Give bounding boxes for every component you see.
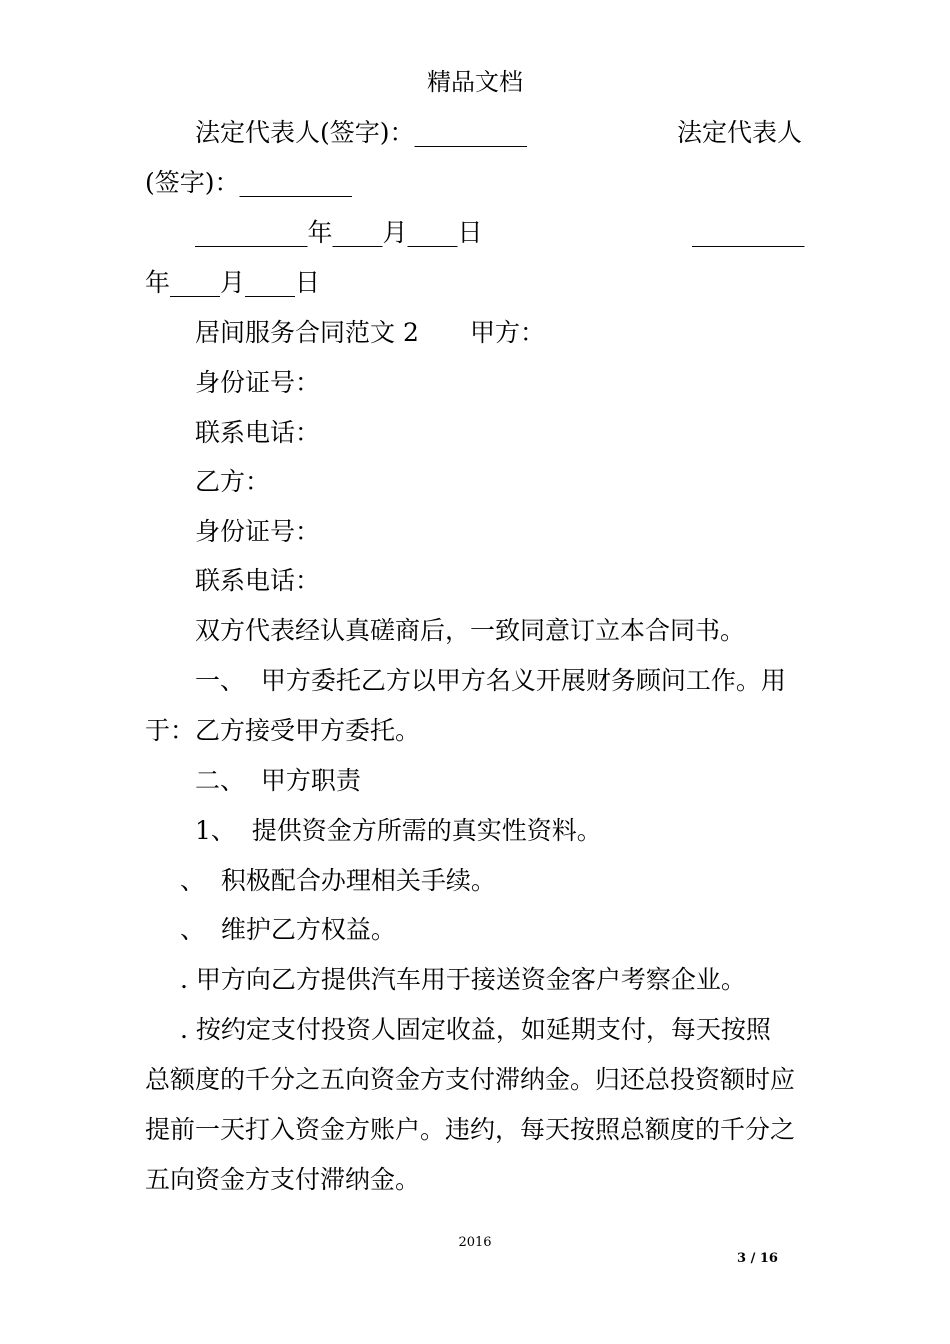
page-number: 3 / 16: [737, 1251, 778, 1266]
text-line: _________年____月____日: [195, 218, 483, 247]
text-line: . 甲方向乙方提供汽车用于接送资金客户考察企业。: [180, 965, 746, 994]
text-line: 、 积极配合办理相关手续。: [180, 866, 496, 895]
text-line: (签字)：_________: [145, 168, 353, 197]
text-line: 年____月____日: [145, 268, 321, 297]
text-line: 联系电话：: [195, 566, 321, 595]
text-line: 一、 甲方委托乙方以甲方名义开展财务顾问工作。用: [195, 666, 786, 695]
text-line: 法定代表人: [677, 118, 803, 147]
text-line: 五向资金方支付滞纳金。: [145, 1165, 421, 1194]
text-line: 于：乙方接受甲方委托。: [145, 716, 421, 745]
text-line: 双方代表经认真磋商后，一致同意订立本合同书。: [195, 616, 746, 645]
text-line: 提前一天打入资金方账户。违约，每天按照总额度的千分之: [145, 1115, 796, 1144]
text-line: 二、 甲方职责: [195, 766, 361, 795]
page-header-title: 精品文档: [427, 68, 523, 96]
text-line: 居间服务合同范文 2: [195, 318, 419, 347]
text-line: 甲方：: [470, 318, 546, 347]
text-line: _________: [692, 218, 805, 247]
text-line: 身份证号：: [195, 368, 321, 397]
text-line: 身份证号：: [195, 517, 321, 546]
footer-year: 2016: [458, 1235, 492, 1250]
text-line: . 按约定支付投资人固定收益，如延期支付，每天按照: [180, 1015, 771, 1044]
text-line: 联系电话：: [195, 418, 321, 447]
text-line: 、 维护乙方权益。: [180, 915, 396, 944]
text-line: 1、 提供资金方所需的真实性资料。: [195, 816, 602, 845]
text-line: 乙方：: [195, 467, 271, 496]
text-line: 总额度的千分之五向资金方支付滞纳金。归还总投资额时应: [145, 1065, 796, 1094]
text-line: 法定代表人(签字)：_________: [195, 118, 528, 147]
